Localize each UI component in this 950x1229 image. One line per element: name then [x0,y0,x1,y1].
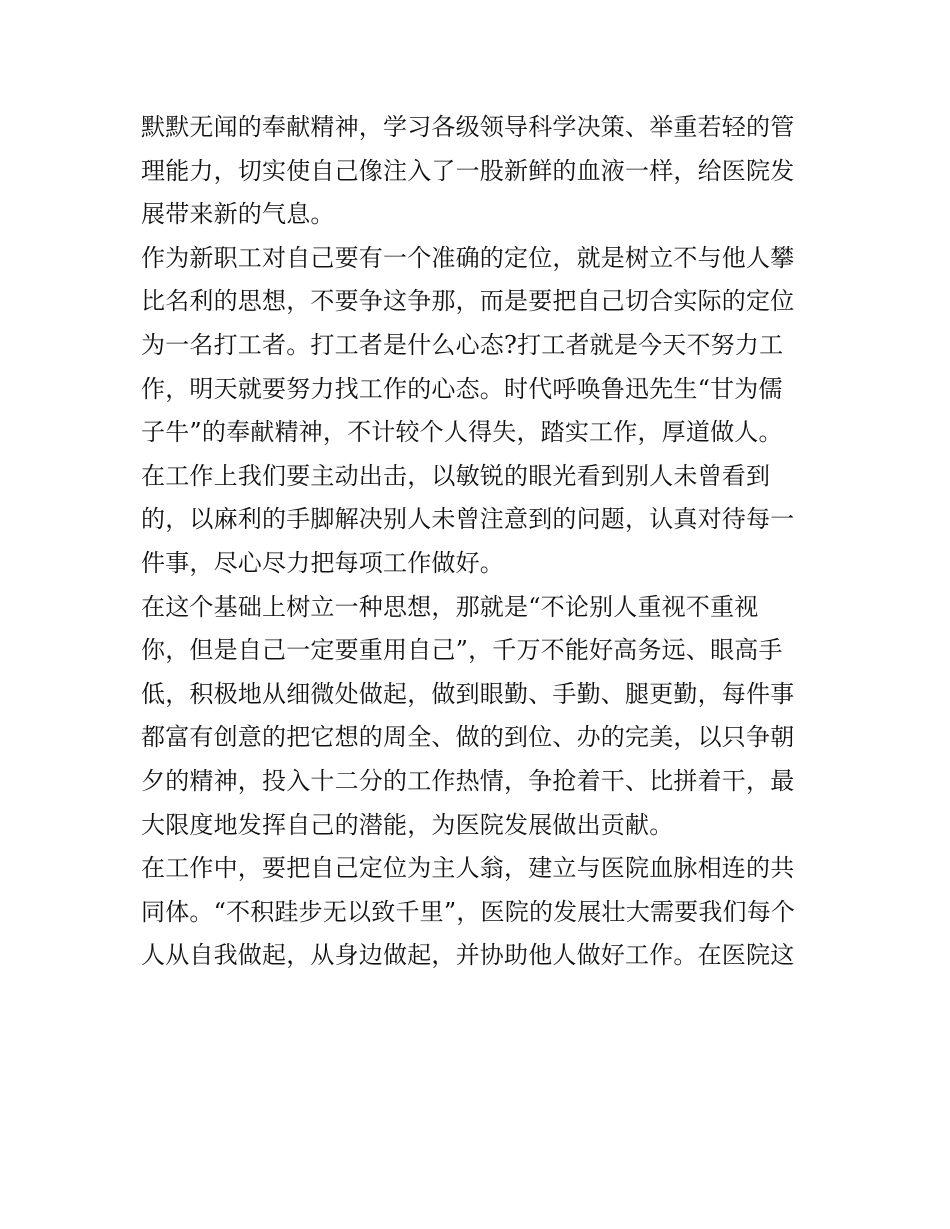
text-line: 在这个基础上树立一种思想，那就是“不论别人重视不重视 [141,592,759,621]
text-line: 默默无闻的奉献精神，学习各级领导科学决策、举重若轻的管 [141,113,795,141]
text-line: 件事，尽心尽力把每项工作做好。 [141,548,504,577]
text-line: 大限度地发挥自己的潜能，为医院发展做出贡献。 [141,810,674,839]
text-line: 作为新职工对自己要有一个准确的定位，就是树立不与他人攀 [141,243,795,272]
text-line: 同体。“不积跬步无以致千里”，医院的发展壮大需要我们每个 [141,897,796,926]
text-line: 作，明天就要努力找工作的心态。时代呼唤鲁迅先生“甘为儒 [141,374,783,403]
text-line: 为一名打工者。打工者是什么心态?打工者就是今天不努力工 [141,330,784,359]
text-line: 子牛”的奉献精神，不计较个人得失，踏实工作，厚道做人。 [141,418,783,447]
text-line: 在工作中，要把自己定位为主人翁，建立与医院血脉相连的共 [141,854,795,883]
text-line: 你，但是自己一定要重用自己”，千万不能好高务远、眼高手 [141,636,783,665]
text-line: 展带来新的气息。 [141,200,335,229]
text-line: 的，以麻利的手脚解决别人未曾注意到的问题，认真对待每一 [141,505,795,534]
text-line: 人从自我做起，从身边做起，并协助他人做好工作。在医院这 [141,941,795,970]
text-line: 在工作上我们要主动出击，以敏锐的眼光看到别人未曾看到 [141,461,771,490]
text-line: 都富有创意的把它想的周全、做的到位、办的完美，以只争朝 [141,723,795,752]
text-line: 比名利的思想，不要争这争那，而是要把自己切合实际的定位 [141,287,795,316]
text-line: 低，积极地从细微处做起，做到眼勤、手勤、腿更勤，每件事 [141,679,795,708]
document-body [141,106,821,978]
text-line: 理能力，切实使自己像注入了一股新鲜的血液一样，给医院发 [141,156,795,185]
text-line: 夕的精神，投入十二分的工作热情，争抢着干、比拼着干，最 [141,766,795,795]
